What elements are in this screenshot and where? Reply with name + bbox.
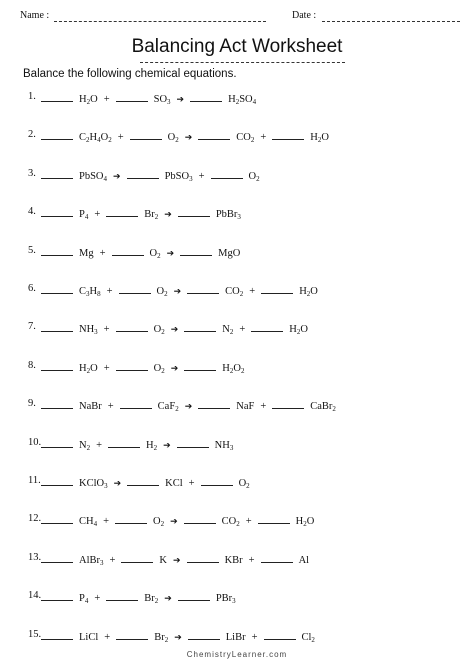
- equation-row: [28, 360, 458, 374]
- equation-number: 13.: [28, 551, 42, 563]
- chemical-formula: AlBr$_3$: [79, 554, 104, 567]
- coefficient-blank[interactable]: [178, 206, 210, 217]
- coefficient-blank[interactable]: [188, 629, 220, 640]
- coefficient-blank[interactable]: [41, 590, 73, 601]
- plus-sign: +: [99, 247, 106, 259]
- plus-sign: +: [94, 593, 101, 605]
- plus-sign: +: [103, 324, 110, 336]
- yields-arrow-icon: ➔: [166, 247, 175, 258]
- coefficient-blank[interactable]: [198, 398, 230, 409]
- equation-number: 6.: [28, 283, 36, 294]
- plus-sign: +: [188, 478, 195, 489]
- yields-arrow-icon: ➔: [170, 516, 178, 527]
- coefficient-blank[interactable]: [127, 475, 159, 486]
- yields-arrow-icon: ➔: [173, 286, 182, 296]
- chemical-formula: $P_4$: [79, 209, 89, 222]
- coefficient-blank[interactable]: [198, 129, 230, 140]
- equation-row: [28, 168, 458, 182]
- coefficient-blank[interactable]: [106, 206, 138, 217]
- chemical-formula: PbSO$_4$: [79, 170, 108, 183]
- plus-sign: +: [96, 439, 103, 451]
- chemical-formula: $H_2O_2$: [222, 362, 245, 375]
- equation-row: [28, 475, 458, 489]
- coefficient-blank[interactable]: [41, 91, 73, 102]
- equation: [41, 168, 266, 182]
- equation-row: [28, 91, 458, 105]
- chemical-formula: KBr: [224, 554, 243, 566]
- footer-brand: ChemistryLearner.com: [186, 650, 288, 659]
- chemical-formula: $P_4$: [79, 593, 89, 606]
- coefficient-blank[interactable]: [108, 437, 140, 448]
- coefficient-blank[interactable]: [178, 590, 210, 601]
- coefficient-blank[interactable]: [41, 475, 73, 486]
- name-field[interactable]: [54, 21, 266, 22]
- plus-sign: +: [103, 362, 110, 374]
- chemical-formula: KCl: [165, 478, 183, 489]
- chemical-formula: $O_2$: [149, 247, 161, 260]
- chemical-formula: $O_2$: [238, 478, 250, 490]
- equation-row: [28, 629, 458, 643]
- chemical-formula: $C_2H_4O_2$: [79, 132, 112, 145]
- equation: [41, 321, 314, 335]
- plus-sign: +: [248, 554, 255, 566]
- chemical-formula: $O_2$: [156, 286, 168, 298]
- coefficient-blank[interactable]: [116, 91, 148, 102]
- yields-arrow-icon: ➔: [170, 362, 179, 373]
- equation: [41, 129, 335, 143]
- coefficient-blank[interactable]: [106, 590, 138, 601]
- equation-number: 10.: [28, 436, 42, 448]
- chemical-formula: $NH_3$: [79, 324, 98, 337]
- equation-number: 9.: [28, 398, 36, 410]
- yields-arrow-icon: ➔: [113, 170, 121, 181]
- equation: [41, 360, 250, 374]
- plus-sign: +: [117, 132, 124, 144]
- coefficient-blank[interactable]: [41, 398, 73, 409]
- equation-number: 15.: [28, 628, 42, 640]
- name-label: Name :: [20, 10, 50, 21]
- equation-row: [28, 590, 458, 604]
- chemical-formula: $H_2O$: [79, 94, 98, 106]
- equation-row: [28, 245, 458, 259]
- chemical-formula: KClO$_3$: [79, 478, 108, 490]
- chemical-formula: $H_2O$: [289, 324, 308, 337]
- coefficient-blank[interactable]: [272, 398, 304, 409]
- coefficient-blank[interactable]: [127, 168, 159, 179]
- yields-arrow-icon: ➔: [184, 401, 193, 412]
- chemical-formula: PbBr$_3$: [215, 209, 241, 222]
- coefficient-blank[interactable]: [184, 321, 216, 332]
- instructions: Balance the following chemical equations.: [23, 68, 237, 80]
- chemical-formula: NaF: [236, 401, 255, 413]
- chemical-formula: $CO_2$: [221, 516, 240, 529]
- chemical-formula: $Cl_2$: [301, 631, 315, 644]
- plus-sign: +: [198, 170, 205, 182]
- coefficient-blank[interactable]: [41, 629, 73, 640]
- page-title: Balancing Act Worksheet: [131, 36, 343, 57]
- coefficient-blank[interactable]: [41, 360, 73, 371]
- coefficient-blank[interactable]: [41, 129, 73, 140]
- coefficient-blank[interactable]: [116, 629, 148, 640]
- plus-sign: +: [106, 286, 113, 297]
- chemical-formula: $H_2O$: [310, 132, 329, 145]
- coefficient-blank[interactable]: [264, 629, 296, 640]
- coefficient-blank[interactable]: [187, 283, 219, 294]
- equation-number: 3.: [28, 167, 36, 179]
- chemical-formula: K: [159, 554, 168, 566]
- equation: [41, 629, 321, 643]
- yields-arrow-icon: ➔: [164, 593, 172, 604]
- equation: [41, 552, 315, 566]
- chemical-formula: $Br_2$: [154, 631, 169, 644]
- equation: [41, 206, 247, 220]
- coefficient-blank[interactable]: [112, 245, 144, 256]
- plus-sign: +: [109, 554, 116, 566]
- chemical-formula: $CO_2$: [236, 132, 255, 145]
- chemical-formula: $SO_3$: [153, 94, 171, 106]
- plus-sign: +: [94, 209, 101, 221]
- coefficient-blank[interactable]: [187, 552, 219, 563]
- plus-sign: +: [103, 516, 110, 528]
- chemical-formula: $O_2$: [248, 170, 260, 183]
- coefficient-blank[interactable]: [258, 513, 290, 524]
- equation-row: [28, 437, 458, 451]
- plus-sign: +: [260, 401, 267, 413]
- equation-row: [28, 398, 458, 412]
- coefficient-blank[interactable]: [180, 245, 212, 256]
- title-underline: [140, 62, 345, 63]
- yields-arrow-icon: ➔: [176, 94, 185, 104]
- chemical-formula: LiCl: [79, 631, 99, 643]
- chemical-formula: $Br_2$: [144, 209, 159, 222]
- yields-arrow-icon: ➔: [170, 324, 179, 335]
- coefficient-blank[interactable]: [272, 129, 304, 140]
- chemical-formula: Al: [298, 554, 310, 566]
- equation: [41, 398, 342, 412]
- equation-number: 5.: [28, 244, 36, 256]
- yields-arrow-icon: ➔: [164, 209, 172, 220]
- chemical-formula: $CO_2$: [225, 286, 244, 298]
- coefficient-blank[interactable]: [261, 552, 293, 563]
- chemical-formula: MgO: [218, 247, 241, 259]
- coefficient-blank[interactable]: [116, 321, 148, 332]
- chemical-formula: $H_2SO_4$: [228, 94, 257, 106]
- chemical-formula: $C_3H_8$: [79, 286, 101, 298]
- chemical-formula: PbSO$_3$: [164, 170, 193, 183]
- yields-arrow-icon: ➔: [173, 554, 181, 565]
- coefficient-blank[interactable]: [41, 552, 73, 563]
- plus-sign: +: [103, 94, 110, 105]
- coefficient-blank[interactable]: [261, 283, 293, 294]
- yields-arrow-icon: ➔: [174, 631, 182, 642]
- plus-sign: +: [239, 324, 246, 336]
- coefficient-blank[interactable]: [130, 129, 162, 140]
- coefficient-blank[interactable]: [184, 360, 216, 371]
- equation: [41, 283, 324, 297]
- equation: [41, 437, 239, 451]
- chemical-formula: $O_2$: [167, 132, 179, 145]
- date-label: Date :: [292, 10, 317, 21]
- equation-number: 14.: [28, 590, 42, 602]
- chemical-formula: LiBr: [225, 631, 246, 643]
- chemical-formula: $Br_2$: [144, 593, 159, 606]
- chemical-formula: $O_2$: [153, 324, 165, 337]
- coefficient-blank[interactable]: [41, 283, 73, 294]
- equation-number: 7.: [28, 321, 36, 333]
- equation: [41, 513, 320, 527]
- coefficient-blank[interactable]: [41, 513, 73, 524]
- coefficient-blank[interactable]: [41, 245, 73, 256]
- plus-sign: +: [107, 401, 114, 413]
- coefficient-blank[interactable]: [177, 437, 209, 448]
- plus-sign: +: [260, 132, 267, 144]
- chemical-formula: NaBr: [79, 401, 102, 413]
- yields-arrow-icon: ➔: [163, 439, 171, 450]
- chemical-formula: CaBr$_2$: [310, 401, 336, 414]
- equation-number: 11.: [28, 475, 41, 486]
- plus-sign: +: [104, 631, 111, 643]
- chemical-formula: $CH_4$: [79, 516, 98, 529]
- equation: [41, 91, 262, 105]
- coefficient-blank[interactable]: [41, 321, 73, 332]
- chemical-formula: CaF$_2$: [157, 401, 179, 414]
- equation-row: [28, 513, 458, 527]
- chemical-formula: $H_2O$: [299, 286, 318, 298]
- equation: [41, 590, 242, 604]
- chemical-formula: $H_2O$: [79, 362, 98, 375]
- chemical-formula: $O_2$: [153, 362, 165, 375]
- chemical-formula: Mg: [79, 247, 94, 259]
- coefficient-blank[interactable]: [211, 168, 243, 179]
- plus-sign: +: [249, 286, 256, 297]
- equation: [41, 475, 256, 489]
- equation-number: 4.: [28, 206, 36, 218]
- chemical-formula: $N_2$: [222, 324, 234, 337]
- date-field[interactable]: [322, 21, 460, 22]
- chemical-formula: $H_2$: [146, 439, 158, 452]
- plus-sign: +: [251, 631, 258, 643]
- chemical-formula: PBr$_3$: [215, 593, 236, 606]
- coefficient-blank[interactable]: [41, 168, 73, 179]
- coefficient-blank[interactable]: [115, 513, 147, 524]
- plus-sign: +: [245, 516, 252, 528]
- yields-arrow-icon: ➔: [184, 132, 193, 143]
- equation-number: 1.: [28, 91, 36, 102]
- coefficient-blank[interactable]: [116, 360, 148, 371]
- chemical-formula: $NH_3$: [214, 439, 234, 452]
- coefficient-blank[interactable]: [251, 321, 283, 332]
- chemical-formula: $O_2$: [153, 516, 165, 529]
- equation-row: [28, 206, 458, 220]
- yields-arrow-icon: ➔: [113, 478, 122, 488]
- coefficient-blank[interactable]: [41, 206, 73, 217]
- equation-row: [28, 321, 458, 335]
- equation-number: 2.: [28, 129, 36, 141]
- equation-row: [28, 283, 458, 297]
- chemical-formula: $H_2O$: [295, 516, 315, 529]
- coefficient-blank[interactable]: [119, 283, 151, 294]
- coefficient-blank[interactable]: [120, 398, 152, 409]
- coefficient-blank[interactable]: [184, 513, 216, 524]
- equation-row: [28, 129, 458, 143]
- equation-row: [28, 552, 458, 566]
- equation-number: 8.: [28, 359, 36, 371]
- equation-number: 12.: [28, 513, 42, 525]
- equation: [41, 245, 246, 259]
- coefficient-blank[interactable]: [190, 91, 222, 102]
- coefficient-blank[interactable]: [121, 552, 153, 563]
- coefficient-blank[interactable]: [201, 475, 233, 486]
- chemical-formula: $N_2$: [79, 439, 91, 452]
- coefficient-blank[interactable]: [41, 437, 73, 448]
